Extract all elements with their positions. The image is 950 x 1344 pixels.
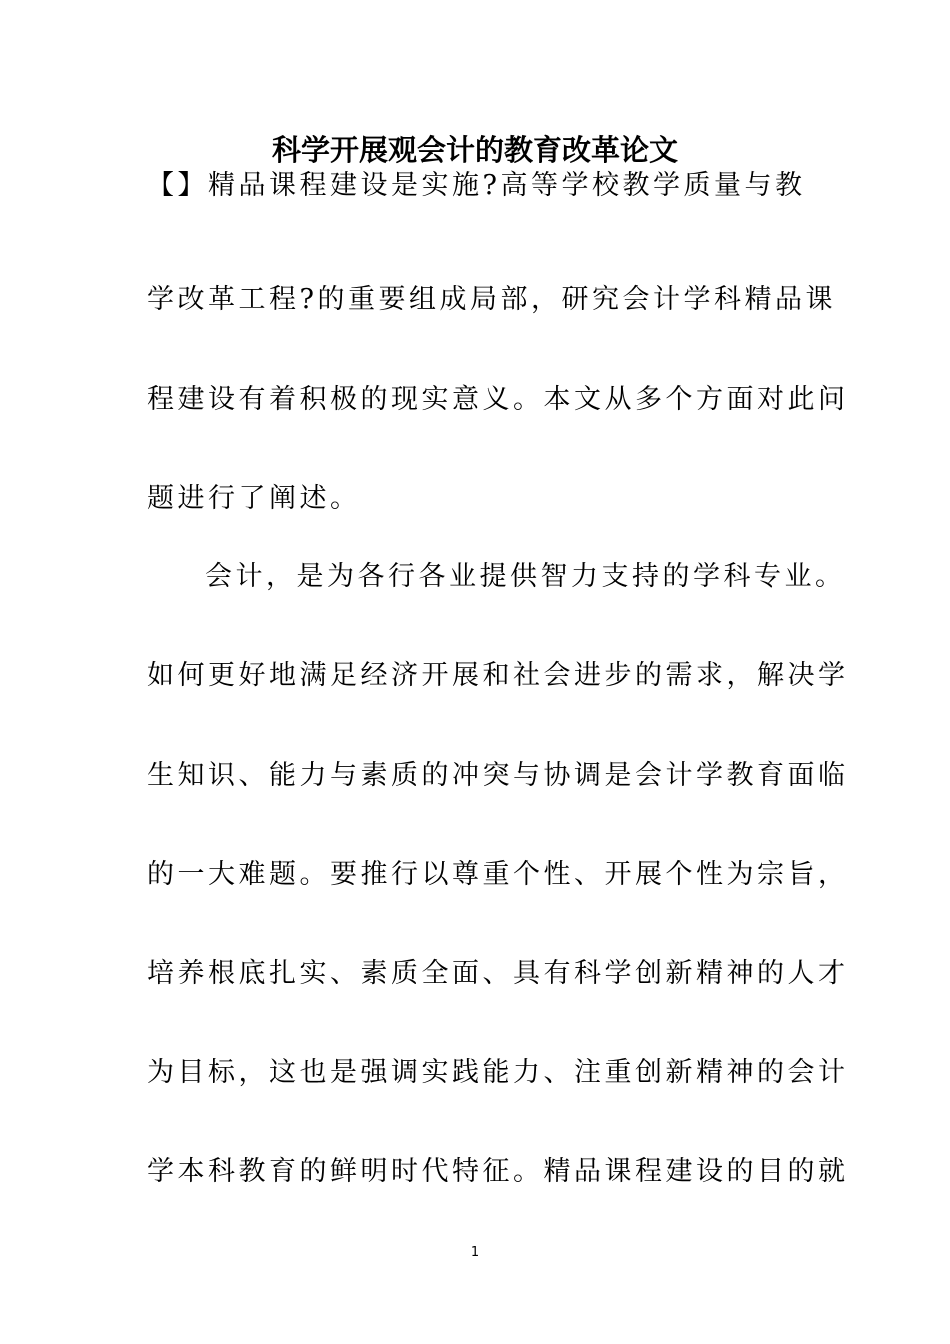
paragraph-line: 生知识、能力与素质的冲突与协调是会计学教育面临 (147, 760, 849, 791)
paragraph-line: 如何更好地满足经济开展和社会进步的需求，解决学 (147, 660, 849, 691)
document-title: 科学开展观会计的教育改革论文 (271, 133, 678, 167)
paragraph-line: 学改革工程?的重要组成局部，研究会计学科精品课 (147, 284, 836, 315)
paragraph-line: 的一大难题。要推行以尊重个性、开展个性为宗旨， (147, 859, 849, 890)
paragraph-line: 学本科教育的鲜明时代特征。精品课程建设的目的就 (147, 1156, 849, 1187)
paragraph-line: 为目标，这也是强调实践能力、注重创新精神的会计 (147, 1057, 849, 1088)
paragraph-line: 培养根底扎实、素质全面、具有科学创新精神的人才 (147, 958, 849, 989)
paragraph-line: 题进行了阐述。 (147, 483, 361, 514)
paragraph-line: 会计，是为各行各业提供智力支持的学科专业。 (205, 561, 846, 592)
paragraph-line: 【】精品课程建设是实施?高等学校教学质量与教 (147, 170, 806, 201)
page-number: 1 (470, 1245, 480, 1260)
paragraph-line: 程建设有着积极的现实意义。本文从多个方面对此问 (147, 384, 849, 415)
